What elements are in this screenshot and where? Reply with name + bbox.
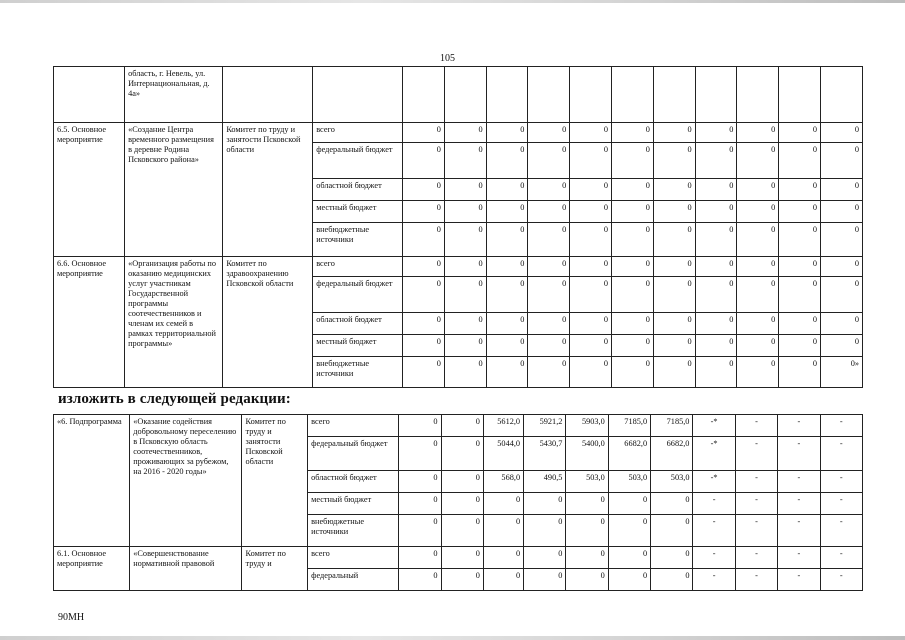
amount-cell (486, 67, 528, 123)
amount-cell: - (820, 515, 863, 547)
amount-cell: - (778, 471, 820, 493)
amount-cell: 0 (653, 123, 695, 143)
amount-cell: - (820, 547, 863, 569)
amount-cell: 0 (403, 277, 445, 313)
amount-cell: - (693, 493, 735, 515)
table-row (54, 123, 863, 143)
funding-source-cell (313, 67, 403, 123)
executor-cell: Комитет по труду и занятости Псковской области (223, 123, 313, 257)
amount-cell: 0 (737, 201, 779, 223)
amount-cell: - (735, 569, 777, 591)
amount-cell: 0 (779, 223, 821, 257)
amount-cell: 7185,0 (651, 415, 693, 437)
amount-cell: 0 (403, 313, 445, 335)
amount-cell: - (820, 437, 863, 471)
amount-cell: 5903,0 (566, 415, 608, 437)
amount-cell: 0 (444, 313, 486, 335)
amount-cell: 0 (570, 313, 612, 335)
amount-cell: 0 (695, 257, 737, 277)
amount-cell: 0 (570, 357, 612, 388)
amount-cell: 0 (570, 179, 612, 201)
amount-cell: 0 (441, 547, 483, 569)
amount-cell: 0 (399, 437, 441, 471)
amount-cell: 0 (528, 277, 570, 313)
amount-cell: 503,0 (651, 471, 693, 493)
amount-cell: 0 (695, 223, 737, 257)
amount-cell: 5400,0 (566, 437, 608, 471)
scan-top-edge (0, 0, 905, 3)
amount-cell: 0 (486, 257, 528, 277)
amount-cell: 0 (486, 201, 528, 223)
measure-name-cell: «Совершенствование нормативной правовой (130, 547, 242, 591)
executor-cell (223, 67, 313, 123)
amount-cell: 0 (524, 569, 566, 591)
amount-cell: 0 (399, 547, 441, 569)
amount-cell: - (735, 415, 777, 437)
amount-cell: 0 (779, 123, 821, 143)
amount-cell: 0 (566, 547, 608, 569)
amount-cell: 0 (653, 357, 695, 388)
amount-cell: 0 (779, 313, 821, 335)
amount-cell (444, 67, 486, 123)
amount-cell: 0 (653, 143, 695, 179)
amount-cell: 0» (821, 357, 863, 388)
amount-cell: 0 (486, 335, 528, 357)
amount-cell: 0 (821, 179, 863, 201)
amount-cell: 0 (653, 223, 695, 257)
funding-source-cell: местный бюджет (308, 493, 399, 515)
amount-cell: - (820, 471, 863, 493)
funding-source-cell: областной бюджет (308, 471, 399, 493)
table-row (54, 415, 863, 437)
amount-cell: 0 (651, 515, 693, 547)
amount-cell: 0 (612, 179, 654, 201)
measure-name-cell: «Оказание содействия добровольному переселению в Псковскую область соотечественников, проживающих за рубежом, на 2016 - 2020 годы» (130, 415, 242, 547)
amount-cell: 0 (486, 179, 528, 201)
amount-cell: 0 (608, 493, 650, 515)
amount-cell: 0 (737, 123, 779, 143)
funding-source-cell: внебюджетные источники (313, 357, 403, 388)
amount-cell: 0 (441, 437, 483, 471)
measure-name-cell: «Организация работы по оказанию медицинских услуг участникам Государственной программы соотечественников и членам их семей в рамках территориальной программы» (125, 257, 223, 388)
amount-cell: 0 (821, 277, 863, 313)
funding-source-cell: всего (313, 257, 403, 277)
amount-cell: 0 (570, 277, 612, 313)
amount-cell: 0 (608, 569, 650, 591)
amount-cell: 6682,0 (651, 437, 693, 471)
amount-cell: 0 (737, 179, 779, 201)
program-code-cell: «6. Подпрограмма (54, 415, 130, 547)
executor-cell: Комитет по труду и занятости Псковской области (242, 415, 308, 547)
amount-cell: 0 (651, 547, 693, 569)
amount-cell (528, 67, 570, 123)
funding-source-cell: федеральный бюджет (313, 277, 403, 313)
amount-cell: 0 (528, 201, 570, 223)
executor-cell: Комитет по труду и (242, 547, 308, 591)
amount-cell: 0 (612, 201, 654, 223)
amount-cell: 0 (695, 143, 737, 179)
amount-cell: - (693, 569, 735, 591)
amount-cell: 0 (399, 493, 441, 515)
amount-cell: - (735, 471, 777, 493)
amount-cell: 0 (528, 335, 570, 357)
amount-cell: 0 (612, 223, 654, 257)
amount-cell: 0 (612, 143, 654, 179)
amount-cell: 0 (570, 201, 612, 223)
amount-cell (821, 67, 863, 123)
amount-cell: 0 (566, 515, 608, 547)
funding-source-cell: всего (308, 547, 399, 569)
amount-cell: 5921,2 (524, 415, 566, 437)
amount-cell: 0 (403, 143, 445, 179)
amount-cell: 0 (651, 493, 693, 515)
amount-cell: 0 (570, 335, 612, 357)
amount-cell: 0 (821, 123, 863, 143)
amount-cell: 0 (403, 335, 445, 357)
amount-cell: 0 (612, 357, 654, 388)
funding-source-cell: местный бюджет (313, 201, 403, 223)
amount-cell: 0 (570, 143, 612, 179)
amount-cell: 0 (403, 179, 445, 201)
amount-cell (570, 67, 612, 123)
amount-cell (779, 67, 821, 123)
page-number: 105 (440, 53, 455, 64)
amount-cell: 0 (444, 201, 486, 223)
amount-cell: - (778, 415, 820, 437)
amount-cell: 0 (779, 143, 821, 179)
funding-source-cell: всего (313, 123, 403, 143)
amount-cell: 0 (821, 201, 863, 223)
amount-cell: 0 (486, 223, 528, 257)
funding-source-cell: внебюджетные источники (313, 223, 403, 257)
amount-cell (737, 67, 779, 123)
amount-cell: - (735, 515, 777, 547)
amount-cell: 0 (483, 547, 523, 569)
executor-cell: Комитет по здравоохранению Псковской области (223, 257, 313, 388)
amount-cell: 0 (528, 313, 570, 335)
amount-cell (612, 67, 654, 123)
amount-cell: 0 (737, 357, 779, 388)
amount-cell: 0 (524, 515, 566, 547)
amount-cell: 0 (528, 357, 570, 388)
amount-cell: 0 (444, 335, 486, 357)
amount-cell: 6682,0 (608, 437, 650, 471)
amount-cell: 5612,0 (483, 415, 523, 437)
amount-cell: 0 (737, 313, 779, 335)
funding-source-cell: федеральный бюджет (308, 437, 399, 471)
amount-cell: 0 (737, 277, 779, 313)
funding-source-cell: федеральный бюджет (313, 143, 403, 179)
amount-cell: 0 (737, 335, 779, 357)
amount-cell: 503,0 (608, 471, 650, 493)
amount-cell: 0 (441, 493, 483, 515)
amount-cell: 0 (612, 335, 654, 357)
amount-cell: 0 (821, 223, 863, 257)
funding-source-cell: всего (308, 415, 399, 437)
amount-cell: 0 (441, 515, 483, 547)
footer-code: 90МН (58, 612, 85, 623)
budget-table-bottom (53, 414, 863, 591)
amount-cell: 0 (695, 313, 737, 335)
amount-cell: 0 (441, 415, 483, 437)
amount-cell: 490,5 (524, 471, 566, 493)
amount-cell: 0 (486, 123, 528, 143)
amount-cell: 0 (441, 471, 483, 493)
amount-cell: 0 (821, 143, 863, 179)
amount-cell: 0 (653, 257, 695, 277)
amount-cell: - (778, 547, 820, 569)
amount-cell: - (735, 437, 777, 471)
amount-cell: 0 (612, 313, 654, 335)
amount-cell: - (735, 547, 777, 569)
amount-cell: 0 (608, 547, 650, 569)
amount-cell: 0 (695, 357, 737, 388)
amount-cell: 0 (653, 277, 695, 313)
funding-source-cell: внебюджетные источники (308, 515, 399, 547)
amount-cell: 0 (737, 143, 779, 179)
amount-cell: 0 (570, 123, 612, 143)
amount-cell: 0 (612, 257, 654, 277)
program-code-cell: 6.6. Основное мероприятие (54, 257, 125, 388)
amount-cell: 0 (483, 569, 523, 591)
amount-cell: 0 (695, 277, 737, 313)
amount-cell: 0 (444, 257, 486, 277)
amount-cell: 0 (399, 569, 441, 591)
amount-cell: - (820, 569, 863, 591)
amount-cell: 0 (821, 313, 863, 335)
amount-cell: - (778, 493, 820, 515)
funding-source-cell: областной бюджет (313, 179, 403, 201)
amount-cell: 503,0 (566, 471, 608, 493)
amount-cell: 0 (779, 335, 821, 357)
amount-cell: 0 (444, 143, 486, 179)
amount-cell: 0 (524, 547, 566, 569)
amount-cell: 0 (486, 277, 528, 313)
program-code-cell (54, 67, 125, 123)
amount-cell: 0 (444, 277, 486, 313)
amount-cell: 0 (403, 201, 445, 223)
amount-cell: 5044,0 (483, 437, 523, 471)
amount-cell: 0 (403, 223, 445, 257)
amount-cell: 0 (779, 357, 821, 388)
amount-cell: 0 (612, 277, 654, 313)
amount-cell: 0 (483, 493, 523, 515)
amount-cell: -* (693, 471, 735, 493)
program-code-cell: 6.1. Основное мероприятие (54, 547, 130, 591)
table-row (54, 547, 863, 569)
funding-source-cell: местный бюджет (313, 335, 403, 357)
amount-cell: 5430,7 (524, 437, 566, 471)
amount-cell: 0 (528, 143, 570, 179)
table-row (54, 257, 863, 277)
amount-cell: 0 (566, 569, 608, 591)
amount-cell: 0 (695, 123, 737, 143)
amount-cell: 0 (444, 123, 486, 143)
amount-cell: 0 (403, 123, 445, 143)
amount-cell: 0 (779, 201, 821, 223)
amount-cell: 0 (779, 257, 821, 277)
amount-cell: - (778, 437, 820, 471)
amount-cell: - (693, 515, 735, 547)
amount-cell: - (778, 515, 820, 547)
amount-cell: 0 (399, 515, 441, 547)
amount-cell: 0 (821, 335, 863, 357)
amount-cell: 0 (737, 257, 779, 277)
amount-cell: -* (693, 437, 735, 471)
amount-cell: 0 (695, 335, 737, 357)
amount-cell: 0 (612, 123, 654, 143)
scan-bottom-edge (0, 636, 905, 640)
amount-cell: 0 (653, 313, 695, 335)
amount-cell: 0 (608, 515, 650, 547)
amount-cell: 0 (403, 357, 445, 388)
amount-cell: 7185,0 (608, 415, 650, 437)
amount-cell: - (778, 569, 820, 591)
amount-cell: 0 (483, 515, 523, 547)
amount-cell (403, 67, 445, 123)
amount-cell: 0 (444, 179, 486, 201)
amount-cell: 0 (486, 357, 528, 388)
amount-cell: 0 (486, 313, 528, 335)
amount-cell (653, 67, 695, 123)
measure-name-cell: область, г. Невель, ул. Интернациональная, д. 4а» (125, 67, 223, 123)
amount-cell: 0 (566, 493, 608, 515)
funding-source-cell: федеральный (308, 569, 399, 591)
amount-cell: 0 (441, 569, 483, 591)
measure-name-cell: «Создание Центра временного размещения в деревне Родина Псковского района» (125, 123, 223, 257)
amount-cell: 0 (653, 179, 695, 201)
amount-cell: -* (693, 415, 735, 437)
edit-instruction-heading: изложить в следующей редакции: (58, 391, 291, 407)
amount-cell: 568,0 (483, 471, 523, 493)
amount-cell: 0 (528, 179, 570, 201)
amount-cell: 0 (695, 201, 737, 223)
amount-cell: 0 (570, 223, 612, 257)
amount-cell: 0 (528, 257, 570, 277)
amount-cell: 0 (570, 257, 612, 277)
budget-table-top (53, 66, 863, 388)
amount-cell: - (693, 547, 735, 569)
amount-cell: 0 (779, 179, 821, 201)
amount-cell: - (735, 493, 777, 515)
funding-source-cell: областной бюджет (313, 313, 403, 335)
amount-cell: - (820, 493, 863, 515)
amount-cell: 0 (444, 223, 486, 257)
amount-cell: 0 (779, 277, 821, 313)
amount-cell: 0 (528, 123, 570, 143)
amount-cell (695, 67, 737, 123)
amount-cell: 0 (653, 201, 695, 223)
amount-cell: 0 (524, 493, 566, 515)
amount-cell: 0 (651, 569, 693, 591)
amount-cell: 0 (821, 257, 863, 277)
amount-cell: 0 (399, 415, 441, 437)
amount-cell: 0 (528, 223, 570, 257)
amount-cell: 0 (737, 223, 779, 257)
amount-cell: 0 (444, 357, 486, 388)
amount-cell: 0 (486, 143, 528, 179)
amount-cell: - (820, 415, 863, 437)
amount-cell: 0 (399, 471, 441, 493)
amount-cell: 0 (653, 335, 695, 357)
amount-cell: 0 (403, 257, 445, 277)
program-code-cell: 6.5. Основное мероприятие (54, 123, 125, 257)
amount-cell: 0 (695, 179, 737, 201)
table-row (54, 67, 863, 123)
